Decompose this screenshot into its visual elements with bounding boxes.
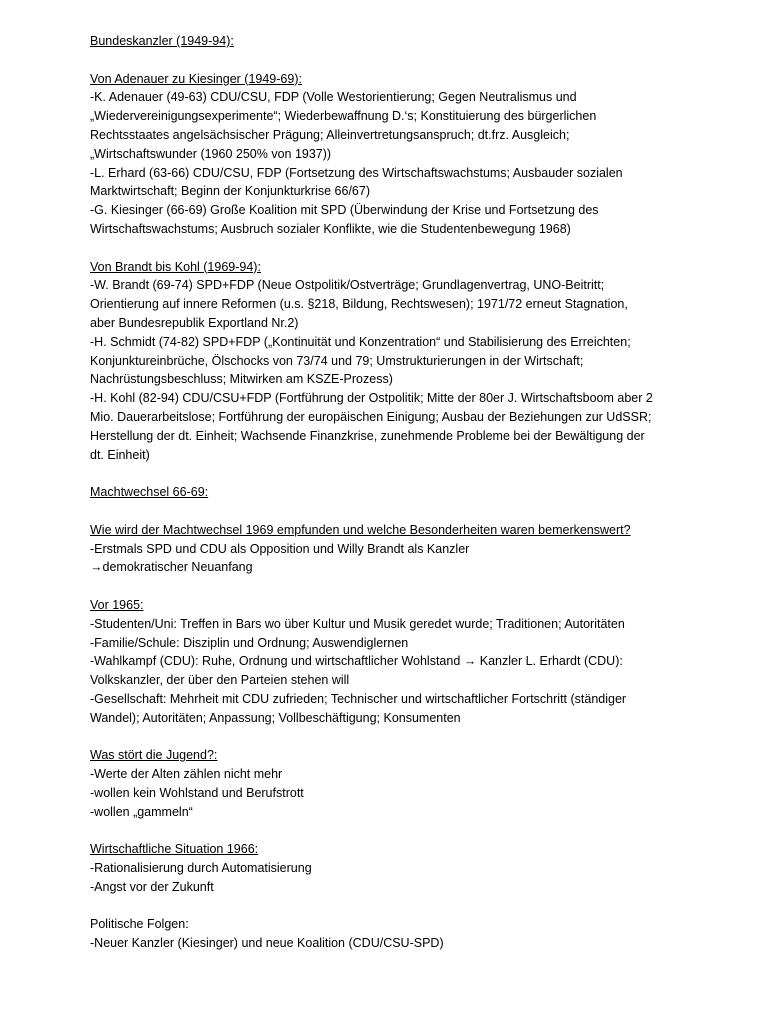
section-heading: Bundeskanzler (1949-94): bbox=[90, 34, 234, 48]
text-line: -G. Kiesinger (66-69) Große Koalition mit SPD (Überwindung der Krise und Fortsetzung des bbox=[90, 203, 599, 218]
section-heading: Vor 1965: bbox=[90, 597, 144, 612]
text-line: -Neuer Kanzler (Kiesinger) und neue Koalition (CDU/CSU-SPD) bbox=[90, 936, 444, 951]
blank-line bbox=[90, 577, 688, 596]
text-line: -H. Kohl (82-94) CDU/CSU+FDP (Fortführung der Ostpolitik; Mitte der 80er J. Wirtschaftsboom aber 2 bbox=[90, 391, 653, 406]
text-line: Marktwirtschaft; Beginn der Konjunkturkrise 66/67) bbox=[90, 184, 370, 199]
blank-line bbox=[90, 821, 688, 840]
text-line: Orientierung auf innere Reformen (u.s. §218, Bildung, Rechtswesen); 1971/72 erneut Stagnation, bbox=[90, 297, 628, 312]
text-line: -Gesellschaft: Mehrheit mit CDU zufrieden; Technischer und wirtschaftlicher Fortschritt (ständiger bbox=[90, 691, 627, 706]
blank-line bbox=[90, 239, 688, 258]
text-line: -wollen kein Wohlstand und Berufstrott bbox=[90, 785, 304, 800]
blank-line bbox=[90, 502, 688, 521]
section-heading: Machtwechsel 66-69: bbox=[90, 485, 209, 500]
text-line: →demokratischer Neuanfang bbox=[90, 560, 253, 575]
text-line: -Wahlkampf (CDU): Ruhe, Ordnung und wirtschaftlicher Wohlstand → Kanzler L. Erhardt (CDU): bbox=[90, 654, 623, 669]
text-line: Politische Folgen: bbox=[90, 917, 189, 932]
text-line: -Studenten/Uni: Treffen in Bars wo über Kultur und Musik geredet wurde; Traditionen; Autoritäten bbox=[90, 616, 625, 631]
text-line: Nachrüstungsbeschluss; Mitwirken am KSZE-Prozess) bbox=[90, 372, 393, 387]
text-line: Volkskanzler, der über den Parteien stehen will bbox=[90, 673, 350, 688]
section-heading: Von Adenauer zu Kiesinger (1949-69): bbox=[90, 71, 302, 86]
text-line: Konjunktureinbrüche, Ölschocks von 73/74 und 79; Umstrukturierungen in der Wirtschaft; bbox=[90, 353, 584, 368]
section-heading: Was stört die Jugend?: bbox=[90, 748, 218, 763]
text-line: Herstellung der dt. Einheit; Wachsende Finanzkrise, zunehmende Probleme bei der Bewältigung der bbox=[90, 428, 645, 443]
text-line: -Werte der Alten zählen nicht mehr bbox=[90, 767, 283, 782]
text-line: -Erstmals SPD und CDU als Opposition und Willy Brandt als Kanzler bbox=[90, 541, 470, 556]
blank-line bbox=[90, 51, 688, 70]
section-heading: Wie wird der Machtwechsel 1969 empfunden und welche Besonderheiten waren bemerkenswert? bbox=[90, 522, 631, 537]
blank-line bbox=[90, 727, 688, 746]
text-line: -Rationalisierung durch Automatisierung bbox=[90, 861, 312, 876]
text-line: Rechtsstaates angelsächsischer Prägung; Alleinvertretungsanspruch; dt.frz. Ausgleich; bbox=[90, 127, 570, 142]
section-heading: Wirtschaftliche Situation 1966: bbox=[90, 842, 259, 857]
text-line: „Wirtschaftswunder (1960 250% von 1937)) bbox=[90, 146, 332, 161]
text-line: Wirtschaftswachstums; Ausbruch sozialer Konflikte, wie die Studentenbewegung 1968) bbox=[90, 221, 571, 236]
text-line: „Wiedervereinigungsexperimente“; Wiederbewaffnung D.‘s; Konstituierung des bürgerlichen bbox=[90, 109, 597, 124]
text-line: aber Bundesrepublik Exportland Nr.2) bbox=[90, 315, 299, 330]
text-line: dt. Einheit) bbox=[90, 447, 150, 462]
text-line: -K. Adenauer (49-63) CDU/CSU, FDP (Volle Westorientierung; Gegen Neutralismus und bbox=[90, 90, 577, 105]
text-line: -H. Schmidt (74-82) SPD+FDP („Kontinuität und Konzentration“ und Stabilisierung des Erreichten; bbox=[90, 334, 631, 349]
text-line: Mio. Dauerarbeitslose; Fortführung der europäischen Einigung; Ausbau der Beziehungen zur UdSSR; bbox=[90, 409, 652, 424]
text-line: -Familie/Schule: Disziplin und Ordnung; Auswendiglernen bbox=[90, 635, 409, 650]
blank-line bbox=[90, 464, 688, 483]
text-line: -wollen „gammeln“ bbox=[90, 804, 193, 819]
text-line: Wandel); Autoritäten; Anpassung; Vollbeschäftigung; Konsumenten bbox=[90, 710, 461, 725]
blank-line bbox=[90, 897, 688, 916]
section-heading: Von Brandt bis Kohl (1969-94): bbox=[90, 259, 261, 274]
text-line: -Angst vor der Zukunft bbox=[90, 879, 214, 894]
text-line: -L. Erhard (63-66) CDU/CSU, FDP (Fortsetzung des Wirtschaftswachstums; Ausbauder sozialen bbox=[90, 165, 623, 180]
text-line: -W. Brandt (69-74) SPD+FDP (Neue Ostpolitik/Ostverträge; Grundlagenvertrag, UNO-Beitritt; bbox=[90, 278, 605, 293]
